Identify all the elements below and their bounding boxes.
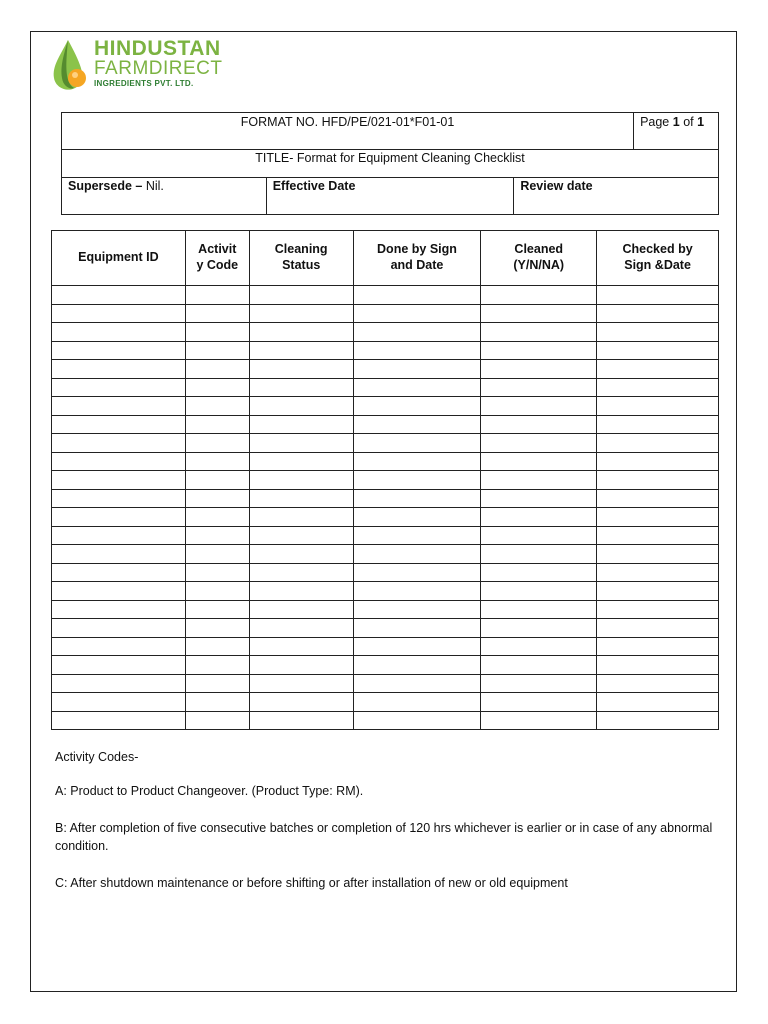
table-cell[interactable] xyxy=(52,526,186,545)
table-cell[interactable] xyxy=(353,619,481,638)
document-title: TITLE- Format for Equipment Cleaning Checklist xyxy=(62,150,719,178)
table-row xyxy=(52,471,719,490)
table-cell[interactable] xyxy=(481,526,597,545)
table-cell[interactable] xyxy=(353,674,481,693)
table-cell[interactable] xyxy=(481,693,597,712)
table-cell[interactable] xyxy=(481,656,597,675)
table-row xyxy=(52,341,719,360)
table-cell[interactable] xyxy=(249,582,353,601)
table-cell[interactable] xyxy=(185,434,249,453)
table-row xyxy=(52,452,719,471)
document-header-table xyxy=(61,112,719,215)
column-header: Cleaning Status xyxy=(249,231,353,286)
table-cell[interactable] xyxy=(597,656,719,675)
table-cell[interactable] xyxy=(353,360,481,379)
activity-codes xyxy=(55,748,725,892)
brand-line-3: INGREDIENTS PVT. LTD. xyxy=(94,79,194,88)
table-cell[interactable] xyxy=(597,378,719,397)
table-row xyxy=(52,619,719,638)
table-cell[interactable] xyxy=(597,637,719,656)
table-cell[interactable] xyxy=(353,656,481,675)
table-cell[interactable] xyxy=(185,286,249,305)
activity-code-b: B: After completion of five consecutive batches or completion of 120 hrs whichever is earlier or in case of any abnormal condition. xyxy=(55,821,713,853)
column-header: Cleaned (Y/N/NA) xyxy=(481,231,597,286)
table-cell[interactable] xyxy=(52,582,186,601)
table-cell[interactable] xyxy=(185,489,249,508)
column-header: Equipment ID xyxy=(52,231,186,286)
table-cell[interactable] xyxy=(597,693,719,712)
table-cell[interactable] xyxy=(353,341,481,360)
table-cell[interactable] xyxy=(353,489,481,508)
table-cell[interactable] xyxy=(481,637,597,656)
table-cell[interactable] xyxy=(52,434,186,453)
table-cell[interactable] xyxy=(249,711,353,730)
table-cell[interactable] xyxy=(52,600,186,619)
activity-code-a: A: Product to Product Changeover. (Product Type: RM). xyxy=(55,784,364,798)
table-row xyxy=(52,711,719,730)
table-cell[interactable] xyxy=(481,286,597,305)
table-cell[interactable] xyxy=(353,471,481,490)
table-cell[interactable] xyxy=(249,341,353,360)
table-cell[interactable] xyxy=(597,415,719,434)
table-row xyxy=(52,378,719,397)
table-cell[interactable] xyxy=(52,674,186,693)
table-cell[interactable] xyxy=(185,711,249,730)
table-cell[interactable] xyxy=(52,693,186,712)
table-cell[interactable] xyxy=(353,600,481,619)
table-cell[interactable] xyxy=(52,619,186,638)
table-cell[interactable] xyxy=(249,397,353,416)
table-cell[interactable] xyxy=(249,471,353,490)
table-cell[interactable] xyxy=(597,711,719,730)
table-cell[interactable] xyxy=(185,508,249,527)
effective-date-label: Effective Date xyxy=(266,178,514,215)
table-cell[interactable] xyxy=(353,637,481,656)
table-cell[interactable] xyxy=(52,637,186,656)
table-cell[interactable] xyxy=(597,508,719,527)
table-cell[interactable] xyxy=(597,471,719,490)
activity-code-c: C: After shutdown maintenance or before shifting or after installation of new or old equipment xyxy=(55,876,568,890)
table-row xyxy=(52,526,719,545)
table-row xyxy=(52,489,719,508)
table-cell[interactable] xyxy=(52,656,186,675)
table-cell[interactable] xyxy=(481,619,597,638)
table-header-row xyxy=(52,231,719,286)
table-cell[interactable] xyxy=(597,341,719,360)
table-cell[interactable] xyxy=(353,434,481,453)
table-cell[interactable] xyxy=(249,323,353,342)
table-cell[interactable] xyxy=(52,415,186,434)
table-row xyxy=(52,323,719,342)
table-cell[interactable] xyxy=(481,582,597,601)
activity-codes-heading: Activity Codes- xyxy=(55,750,139,764)
table-row xyxy=(52,563,719,582)
table-cell[interactable] xyxy=(353,378,481,397)
table-row xyxy=(52,693,719,712)
table-cell[interactable] xyxy=(597,600,719,619)
table-cell[interactable] xyxy=(185,619,249,638)
table-cell[interactable] xyxy=(249,434,353,453)
table-cell[interactable] xyxy=(353,693,481,712)
table-cell[interactable] xyxy=(185,600,249,619)
table-row xyxy=(52,508,719,527)
table-cell[interactable] xyxy=(597,323,719,342)
table-row xyxy=(52,656,719,675)
table-cell[interactable] xyxy=(597,619,719,638)
table-cell[interactable] xyxy=(249,563,353,582)
table-cell[interactable] xyxy=(481,674,597,693)
table-cell[interactable] xyxy=(249,619,353,638)
table-cell[interactable] xyxy=(52,563,186,582)
table-cell[interactable] xyxy=(597,397,719,416)
oil-drop-leaf-icon xyxy=(50,38,90,94)
table-cell[interactable] xyxy=(481,434,597,453)
table-cell[interactable] xyxy=(52,304,186,323)
table-cell[interactable] xyxy=(481,341,597,360)
table-cell[interactable] xyxy=(353,286,481,305)
table-row xyxy=(52,674,719,693)
table-cell[interactable] xyxy=(185,526,249,545)
table-cell[interactable] xyxy=(597,582,719,601)
table-cell[interactable] xyxy=(249,526,353,545)
table-cell[interactable] xyxy=(481,360,597,379)
table-cell[interactable] xyxy=(481,508,597,527)
table-cell[interactable] xyxy=(481,489,597,508)
table-cell[interactable] xyxy=(52,711,186,730)
table-cell[interactable] xyxy=(353,563,481,582)
table-cell[interactable] xyxy=(185,304,249,323)
table-row xyxy=(52,415,719,434)
table-cell[interactable] xyxy=(353,452,481,471)
table-cell[interactable] xyxy=(249,600,353,619)
table-cell[interactable] xyxy=(52,341,186,360)
table-cell[interactable] xyxy=(249,415,353,434)
table-cell[interactable] xyxy=(481,397,597,416)
table-row xyxy=(52,637,719,656)
table-cell[interactable] xyxy=(52,286,186,305)
table-cell[interactable] xyxy=(597,545,719,564)
table-row xyxy=(52,434,719,453)
table-cell[interactable] xyxy=(185,563,249,582)
column-header: Done by Sign and Date xyxy=(353,231,481,286)
table-cell[interactable] xyxy=(597,360,719,379)
table-cell[interactable] xyxy=(185,360,249,379)
table-row xyxy=(52,600,719,619)
table-cell[interactable] xyxy=(52,545,186,564)
table-cell[interactable] xyxy=(185,674,249,693)
table-row xyxy=(52,360,719,379)
company-logo xyxy=(50,38,242,96)
table-cell[interactable] xyxy=(52,360,186,379)
table-cell[interactable] xyxy=(185,452,249,471)
brand-line-2: FARMDIRECT xyxy=(94,58,223,79)
table-cell[interactable] xyxy=(52,471,186,490)
table-cell[interactable] xyxy=(185,397,249,416)
table-cell[interactable] xyxy=(353,711,481,730)
format-number: FORMAT NO. HFD/PE/021-01*F01-01 xyxy=(62,113,634,150)
table-cell[interactable] xyxy=(481,452,597,471)
table-cell[interactable] xyxy=(353,415,481,434)
table-cell[interactable] xyxy=(353,508,481,527)
table-cell[interactable] xyxy=(185,471,249,490)
table-cell[interactable] xyxy=(185,415,249,434)
table-cell[interactable] xyxy=(185,545,249,564)
table-row xyxy=(52,397,719,416)
table-cell[interactable] xyxy=(481,545,597,564)
table-cell[interactable] xyxy=(597,434,719,453)
table-cell[interactable] xyxy=(249,304,353,323)
table-cell[interactable] xyxy=(185,378,249,397)
table-cell[interactable] xyxy=(249,693,353,712)
table-cell[interactable] xyxy=(481,563,597,582)
table-cell[interactable] xyxy=(597,674,719,693)
table-cell[interactable] xyxy=(481,711,597,730)
table-cell[interactable] xyxy=(597,526,719,545)
page-number: Page 1 of 1 xyxy=(634,113,719,150)
table-cell[interactable] xyxy=(185,656,249,675)
table-cell[interactable] xyxy=(353,304,481,323)
table-cell[interactable] xyxy=(353,545,481,564)
brand-line-1: HINDUSTAN xyxy=(94,37,221,60)
table-cell[interactable] xyxy=(597,452,719,471)
review-date-label: Review date xyxy=(514,178,719,215)
table-cell[interactable] xyxy=(353,582,481,601)
table-cell[interactable] xyxy=(481,471,597,490)
table-cell[interactable] xyxy=(597,563,719,582)
column-header: Checked by Sign &Date xyxy=(597,231,719,286)
table-cell[interactable] xyxy=(249,489,353,508)
table-cell[interactable] xyxy=(353,397,481,416)
table-cell[interactable] xyxy=(353,526,481,545)
cleaning-checklist-table xyxy=(51,230,719,730)
table-cell[interactable] xyxy=(249,637,353,656)
table-row xyxy=(52,304,719,323)
supersede-cell: Supersede – Nil. xyxy=(62,178,267,215)
table-cell[interactable] xyxy=(481,304,597,323)
table-cell[interactable] xyxy=(52,378,186,397)
table-cell[interactable] xyxy=(52,323,186,342)
table-cell[interactable] xyxy=(353,323,481,342)
table-cell[interactable] xyxy=(249,508,353,527)
table-cell[interactable] xyxy=(249,360,353,379)
table-cell[interactable] xyxy=(52,508,186,527)
table-cell[interactable] xyxy=(185,582,249,601)
table-cell[interactable] xyxy=(185,323,249,342)
table-cell[interactable] xyxy=(185,341,249,360)
table-row xyxy=(52,582,719,601)
table-cell[interactable] xyxy=(52,489,186,508)
table-row xyxy=(52,545,719,564)
table-cell[interactable] xyxy=(249,545,353,564)
brand-text xyxy=(94,38,223,88)
table-cell[interactable] xyxy=(249,452,353,471)
table-cell[interactable] xyxy=(481,323,597,342)
table-cell[interactable] xyxy=(597,489,719,508)
table-cell[interactable] xyxy=(481,600,597,619)
table-cell[interactable] xyxy=(52,397,186,416)
table-cell[interactable] xyxy=(249,674,353,693)
table-cell[interactable] xyxy=(249,286,353,305)
table-cell[interactable] xyxy=(249,656,353,675)
table-cell[interactable] xyxy=(481,378,597,397)
table-cell[interactable] xyxy=(249,378,353,397)
table-row xyxy=(52,286,719,305)
table-cell[interactable] xyxy=(185,637,249,656)
table-cell[interactable] xyxy=(597,304,719,323)
table-cell[interactable] xyxy=(185,693,249,712)
column-header: Activit y Code xyxy=(185,231,249,286)
table-cell[interactable] xyxy=(52,452,186,471)
table-cell[interactable] xyxy=(597,286,719,305)
table-cell[interactable] xyxy=(481,415,597,434)
